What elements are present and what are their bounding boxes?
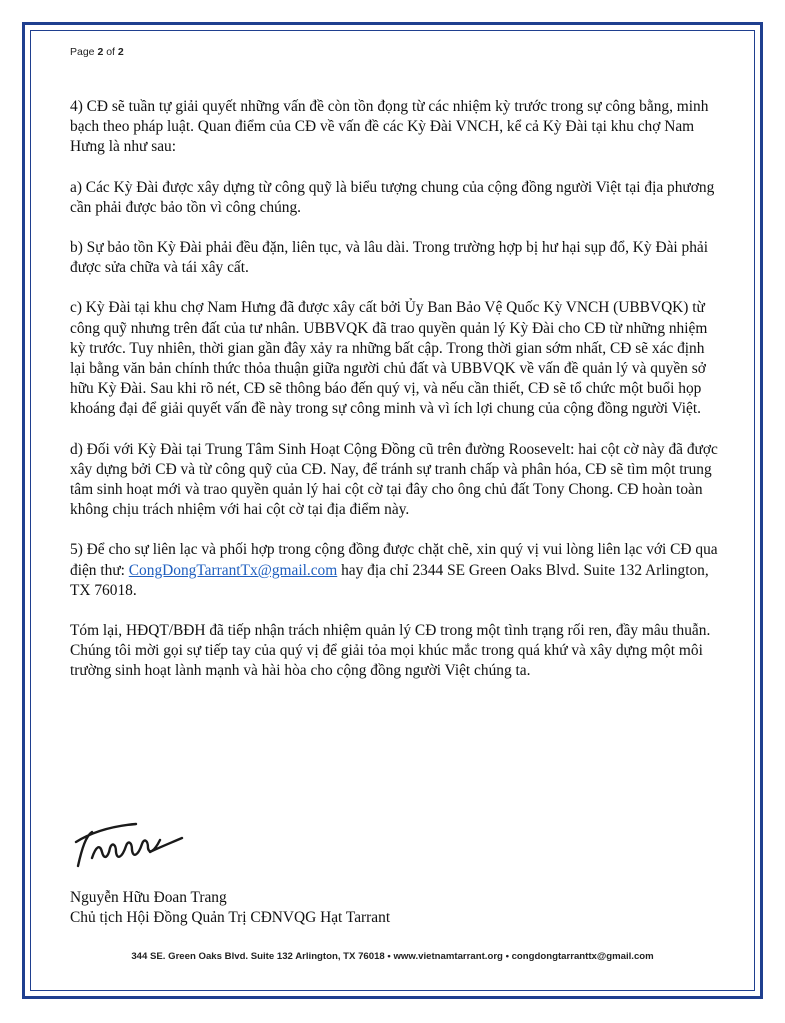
- paragraph-c: c) Kỳ Đài tại khu chợ Nam Hưng đã được xây cất bởi Ủy Ban Bảo Vệ Quốc Kỳ VNCH (UBBVQK) từ công quỹ nhưng trên đất của tư nhân. UBBVQK đã trao quyền quản lý Kỳ Đài cho CĐ từ những nhiệm kỳ trước. Tuy nhiên, thời gian gần đây xảy ra những bất cập. Trong thời gian sớm nhất, CĐ sẽ xác định lại bằng văn bản chính thức thỏa thuận giữa người chủ đất và UBBVQK về vấn đề quản lý và quyền sở hữu Kỳ Đài. Sau khi rõ nét, CĐ sẽ thông báo đến quý vị, và nếu cần thiết, CĐ sẽ tổ chức một buổi họp khoáng đại để giải quyết vấn đề này trong sự công minh và vì ích lợi chung của cộng đồng người Việt.: [70, 299, 708, 418]
- signer-block: [70, 888, 390, 928]
- total-pages: 2: [117, 46, 124, 58]
- letter-body: [70, 97, 720, 702]
- paragraph-5-contact: 5) Để cho sự liên lạc và phối hợp trong cộng đồng được chặt chẽ, xin quý vị vui lòng liên lạc với CĐ qua điện thư: CongDongTarrantTx@gmail.com hay địa chỉ 2344 SE Green Oaks Blvd. Suite 132 Arlington, TX 76018.: [70, 541, 718, 599]
- paragraph-a: a) Các Kỳ Đài được xây dựng từ công quỹ là biểu tượng chung của cộng đồng người Việt tại địa phương cần phải được bảo tồn vì công chúng.: [70, 178, 715, 216]
- signer-name: Nguyễn Hữu Đoan Trang: [70, 889, 227, 906]
- paragraph-4: 4) CĐ sẽ tuần tự giải quyết những vấn đề còn tồn đọng từ các nhiệm kỳ trước trong sự công bằng, minh bạch theo pháp luật. Quan điểm của CĐ về vấn đề các Kỳ Đài VNCH, kể cả Kỳ Đài tại khu chợ Nam Hưng là như sau:: [70, 98, 709, 156]
- signer-title: Chủ tịch Hội Đồng Quản Trị CĐNVQG Hạt Tarrant: [70, 909, 391, 926]
- paragraph-b: b) Sự bảo tồn Kỳ Đài phải đều đặn, liên tục, và lâu dài. Trong trường hợp bị hư hại sụp đổ, Kỳ Đài phải được sửa chữa và tái xây cất.: [70, 239, 709, 277]
- current-page: 2: [97, 46, 104, 58]
- paragraph-d: d) Đối với Kỳ Đài tại Trung Tâm Sinh Hoạt Cộng Đồng cũ trên đường Roosevelt: hai cột cờ này đã được xây dựng bởi CĐ và từ công quỹ của CĐ. Nay, để tránh sự tranh chấp và phân hóa, CĐ sẽ tìm một trung tâm sinh hoạt mới và trao quyền quản lý hai cột cờ tại đây cho ông chủ đất Tony Chong. CĐ hoàn toàn không chịu trách nhiệm với hai cột cờ tại địa điểm này.: [70, 440, 718, 519]
- signature-image: [72, 818, 192, 878]
- closing-paragraph: Tóm lại, HĐQT/BĐH đã tiếp nhận trách nhiệm quản lý CĐ trong một tình trạng rối ren, đầy mâu thuẫn. Chúng tôi mời gọi sự tiếp tay của quý vị để giải tỏa mọi khúc mắc trong quá khứ và xây dựng một môi trường sinh hoạt lành mạnh và hài hòa cho cộng đồng người Việt chúng ta.: [70, 622, 711, 680]
- email-link[interactable]: CongDongTarrantTx@gmail.com: [128, 561, 338, 579]
- page-number-label: Page 2 of 2: [70, 46, 124, 58]
- letterhead-footer: 344 SE. Green Oaks Blvd. Suite 132 Arlington, TX 76018 • www.vietnamtarrant.org • congdongtarranttx@gmail.com: [131, 951, 654, 962]
